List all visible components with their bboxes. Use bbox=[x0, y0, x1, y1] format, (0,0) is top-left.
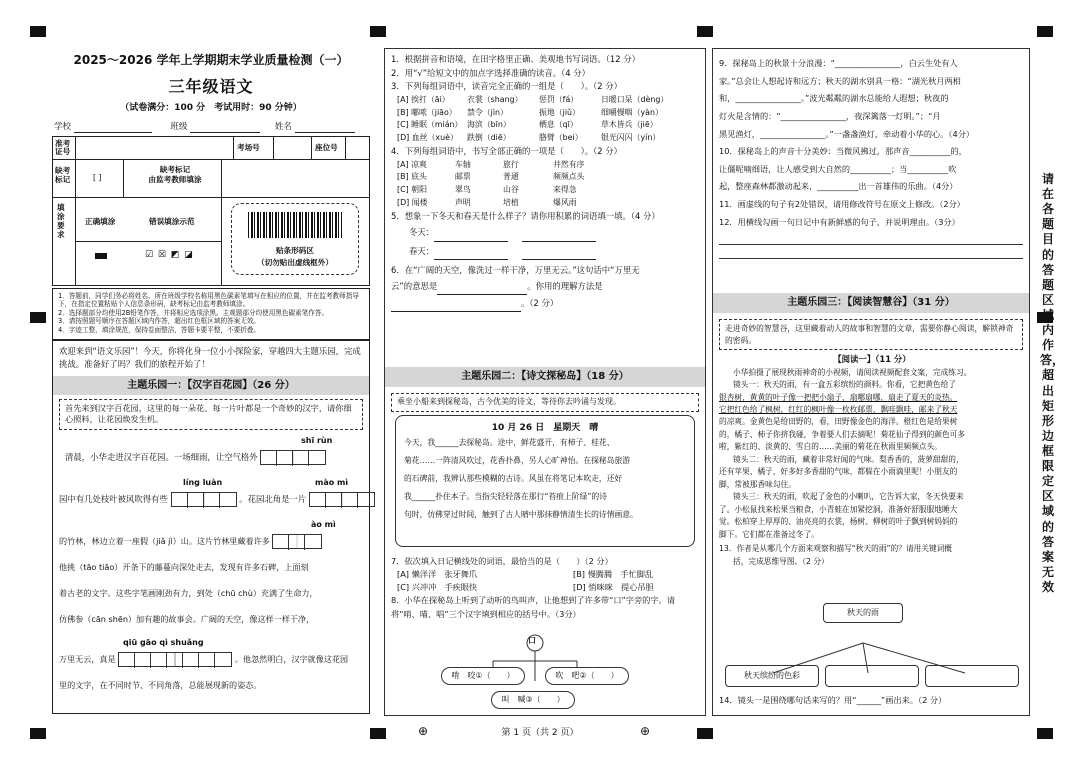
question-5: 5．想象一下冬天和春天是什么样子？请你用积累的词语填一填。（4 分） bbox=[391, 210, 660, 221]
question-4-options bbox=[391, 159, 699, 210]
option-row[interactable]: [A] 懒洋洋 张牙舞爪 [B] 慢腾腾 手忙脚乱 bbox=[397, 569, 654, 580]
school-field[interactable] bbox=[74, 123, 152, 133]
exam-meta: （试卷满分：100 分 考试用时：90 分钟） bbox=[120, 103, 302, 113]
theme2-intro: 乘坐小船来到探秘岛，古今优美的诗文，等待你去吟诵与发现。 bbox=[391, 393, 699, 412]
wrong-fill-label: 错误填涂示范 bbox=[149, 217, 195, 226]
question-6-text: 6．在“广阔的天空，像洗过一样干净，万里无云。”这句话中“万里无 bbox=[391, 265, 640, 276]
diary-line: 菊花……一阵清风吹过，花香扑鼻，另人心旷神怡。在探秘岛旅游 bbox=[404, 456, 631, 466]
theme3-intro: 走进奇妙的智慧谷，这里藏着动人的故事和智慧的文章，需要你静心阅读，解锁神奇的密码。 bbox=[719, 319, 1023, 350]
theme1-answer-box bbox=[52, 340, 370, 714]
question-11: 11．画虚线的句子有2处错误，请用修改符号在原文上修改。（2分） bbox=[719, 199, 965, 209]
question-1: 1．根据拼音和语境，在田字格里正确、美观地书写词语。（12 分） bbox=[391, 54, 640, 64]
absent-note: 缺考标记 由监考教师填涂 bbox=[148, 165, 202, 185]
diary-line: 今天，我______去探秘岛。途中，鲜花盛开，有柿子、桂花、 bbox=[404, 438, 615, 448]
winter-label: 冬天： bbox=[409, 227, 435, 238]
tianzige-grid[interactable] bbox=[118, 652, 232, 667]
option-row[interactable]: [C] 睡眠（mián） 海滨（bīn） 栖息（qī） 草木皆兵（jiē） bbox=[397, 120, 658, 130]
reading-line: 了。小松鼠找来松果当粮食，小青蛙在加紧挖洞，准备好舒服服地睡大 bbox=[719, 504, 958, 514]
registration-mark bbox=[1037, 26, 1053, 37]
mind-map-root: 秋天的雨 bbox=[823, 603, 903, 623]
question-6-text: 云”的意思是 bbox=[391, 281, 438, 291]
question-12: 12．用横线勾画一句日记中有新鲜感的句子，并说明理由。（3分） bbox=[719, 216, 960, 227]
instructions bbox=[52, 288, 370, 340]
pinyin-label: ào mì bbox=[311, 519, 336, 529]
side-warning: 请在各题目的答题区域内作答，超出矩形边框限定区域的答案无效 bbox=[1040, 172, 1065, 594]
question-6 bbox=[391, 264, 699, 311]
option-row[interactable]: [D] 血丝（xuè） 跌倒（diē） 胳臂（bei） 银光闪闪（yín） bbox=[397, 133, 661, 143]
passage-text: 万里无云，真是 bbox=[59, 653, 116, 664]
mind-map-leaf-1: 秋天缤纷的色彩 bbox=[725, 665, 819, 687]
barcode-graphic bbox=[248, 212, 342, 238]
question-9-line: 家。”总会让人想起诗和远方；秋天的湖水别具一格：“湖光秋月两相 bbox=[719, 75, 961, 86]
seat-label: 座位号 bbox=[315, 143, 338, 152]
reading-line: 镜头一：秋天的雨，有一盒五彩缤纷的颜料。你看，它把黄色给了 bbox=[733, 380, 956, 390]
reading-line: 脚下。它们都在准备过冬了。 bbox=[719, 529, 819, 539]
passage-line: 他挑（tāo tiāo）开条下的藤蔓向深处走去，发现有许多石碑，上面刻 bbox=[59, 561, 309, 572]
pinyin-label: shī rùn bbox=[301, 435, 333, 445]
passage-line: 着古老的文字。这些字笔画刚劲有力，到处（chū chù）充满了生命力， bbox=[59, 587, 318, 598]
passage-text: 。他忽然明白，汉字就像这花园 bbox=[234, 653, 349, 664]
theme1-passage bbox=[53, 434, 369, 724]
winter-blank-2[interactable] bbox=[522, 232, 596, 242]
class-field[interactable] bbox=[190, 123, 260, 133]
passage-line bbox=[65, 450, 326, 465]
tianzige-grid[interactable] bbox=[309, 492, 375, 507]
absent-label: 缺考标记 bbox=[55, 166, 71, 184]
option-row[interactable]: [D] 闻楼 声明 培植 爆风雨 bbox=[397, 198, 577, 208]
question-14: 14．镜头一是围绕哪句话来写的？用“______”画出来。（2 分） bbox=[719, 695, 947, 705]
answer-sheet-column-2 bbox=[384, 48, 706, 716]
questions-7-8 bbox=[391, 555, 701, 621]
barcode-label: 贴条形码区 bbox=[276, 246, 314, 255]
pinyin-label: líng luàn bbox=[183, 477, 223, 487]
option-row[interactable]: [A] 凉爽 车轴 旅行 井然有序 bbox=[397, 159, 585, 169]
diary-line: 我______扑住本子。当指尖轻轻落在那行“苔痕上阶绿”的诗 bbox=[404, 491, 607, 501]
name-field[interactable] bbox=[295, 123, 355, 133]
radical-group-b[interactable]: 吹 吧②（ ） bbox=[545, 667, 629, 685]
ticket-label: 准考证号 bbox=[55, 139, 71, 157]
question-4: 4．下列每组词语中，书写全部正确的一项是（ ）。（2 分） bbox=[391, 146, 623, 157]
reading-line: 啦，紫红的、淡黄的、雪白的……美丽的菊花在秋雨里频频点头。 bbox=[719, 442, 942, 452]
tianzige-grid[interactable] bbox=[260, 450, 326, 465]
registration-mark bbox=[30, 26, 46, 37]
question-13: 括，完成思维导图。（2 分） bbox=[733, 556, 829, 566]
question-6-text: 。你用的理解方法是 bbox=[527, 281, 603, 291]
school-label: 学校 bbox=[54, 122, 72, 132]
option-row[interactable]: [A] 挨打（āi） 衣裳（shang） 惩罚（fá） 日暖口呆（dèng） bbox=[397, 94, 669, 104]
reading-line: 银杏树，黄黄的叶子像一把把小扇子，扇哪扇哪，扇走了夏天的炎热。 bbox=[719, 392, 958, 402]
mind-map-leaf-3[interactable] bbox=[925, 665, 1019, 687]
question-6-text: 。（2 分） bbox=[521, 297, 559, 308]
theme1-intro: 首先来到汉字百花园，这里的每一朵花、每一片叶都是一个奇妙的汉字，请你细心照料，让花园焕发生机。 bbox=[59, 399, 363, 429]
instruction-item: 4．字迹工整，填涂规范，保持卷面整洁，答题卡要平整，不要折叠。 bbox=[58, 325, 261, 334]
welcome-text: 欢迎来到“语文乐园”！今天，你将化身一位小小探险家，穿越四大主题乐园，完成挑战。准备好了吗？我们的旅程开始了！ bbox=[59, 346, 361, 370]
question-2: 2．用“√”给短文中的加点字选择准确的读音。（4 分） bbox=[391, 67, 591, 78]
reading-line: 脚，常被那香味勾住。 bbox=[719, 479, 796, 489]
reading-line: 还有苹果、橘子，好多好多香甜的气味，都躲在小雨滴里呢！小朋友的 bbox=[719, 467, 958, 477]
mind-map-leaf-2[interactable] bbox=[825, 665, 919, 687]
subject-title: 三年级语文 bbox=[168, 77, 254, 96]
option-row[interactable]: [B] 嘟哝（jiāo） 禁令（jìn） 振地（jiǔ） 细嚼慢咽（yàn） bbox=[397, 107, 663, 117]
diary-line: 的石碑前，我辨认那些模糊的古诗。风虽在将笔记本吹走，还好 bbox=[404, 473, 623, 483]
question-8: 8．小华在探秘岛上听到了动听的鸟叫声，让他想到了许多带“口”字旁的字。请将“哨、喵、唱”三个汉字填到相应的括号中。（3分） bbox=[391, 595, 675, 619]
reading-title: 【阅读一】（11 分） bbox=[833, 354, 911, 364]
q6-method-blank[interactable] bbox=[391, 302, 521, 312]
registration-mark bbox=[697, 26, 713, 37]
option-row[interactable]: [B] 底头 邮票 普通 频频点头 bbox=[397, 172, 585, 182]
reading-line: 觉。松柏穿上厚厚的、油亮亮的衣裳，杨树、柳树的叶子飘到树妈妈的 bbox=[719, 517, 958, 527]
question-9-line: 9．探秘岛上的秋景十分浪漫：“________________，白云生处有人 bbox=[719, 58, 958, 68]
question-5-answers bbox=[391, 223, 699, 260]
passage-line bbox=[59, 534, 322, 549]
passage-line: 仿佛参（cān shēn）加有趣的故事会。广阔的天空，像这样一样干净， bbox=[59, 613, 315, 624]
spring-label: 春天： bbox=[409, 245, 435, 256]
q6-meaning-blank[interactable] bbox=[437, 285, 527, 295]
theme2-title: 主题乐园二：【诗文探秘岛】（18 分） bbox=[385, 367, 705, 387]
crosshair-mark: ⊕ bbox=[418, 724, 429, 738]
diary-heading: 10 月 26 日 星期天 晴 bbox=[491, 423, 599, 433]
tianzige-grid[interactable] bbox=[272, 534, 322, 549]
answer-sheet-column-3 bbox=[712, 48, 1030, 716]
question-10-line: 让僵呢喃细语，让人感受到大自然的__________；当__________吹 bbox=[719, 163, 957, 174]
candidate-info-box bbox=[52, 136, 370, 286]
questions-9-12 bbox=[713, 49, 1029, 265]
passage-text: 的竹林，林边立着一座假（jiǎ jì）山。这片竹林里藏着许多 bbox=[59, 535, 270, 546]
registration-mark bbox=[30, 312, 46, 323]
passage-line: 里的文字，在不同时节、不同角落，总能展现新的姿态。 bbox=[59, 679, 262, 690]
question-9-line: 黑见渔灯，________________。”一盏盏渔灯，牵动着小华的心。（4分） bbox=[719, 128, 975, 139]
pinyin-label: mào mì bbox=[315, 477, 349, 487]
spring-blank-1[interactable] bbox=[434, 250, 508, 260]
passage-text: 清晨，小华走进汉字百花园。一场细雨，让空气格外 bbox=[65, 451, 258, 462]
diary-line: 句时，仿佛穿过时间，触到了古人晴中那抹静情清生长的诗情画意。 bbox=[404, 509, 638, 519]
name-label: 姓名 bbox=[274, 122, 292, 132]
correct-fill-label: 正确填涂 bbox=[85, 217, 116, 226]
fill-label: 填涂要求 bbox=[57, 203, 65, 240]
reading-intro: 小华拍摄了展现秋雨神奇的小视频，请阅读视频配套文案，完成练习。 bbox=[733, 367, 972, 377]
instruction-item: 3．请按照题号顺序在答题区域内作答，超出红色框区域的答案无效。 bbox=[58, 317, 261, 326]
instruction-item: 2．选择题部分均使用2B铅笔作答，并将相应选项涂黑。主观题部分均使用黑色碳素笔作答。 bbox=[58, 308, 329, 317]
theme1-title: 主题乐园一：【汉字百花园】（26 分） bbox=[53, 376, 369, 396]
reading-line: 它把红色给了枫树，红红的枫叶像一枚枚邮票，飘哇飘哇，邮来了秋天 bbox=[719, 405, 958, 415]
winter-blank-1[interactable] bbox=[434, 232, 508, 242]
reading-line: 的，橘子、柿子你挤我碰，争着要人们去摘呢！菊花仙子得到的颜色可多 bbox=[719, 429, 966, 439]
question-7: 7．依次填入日记横线处的词语，最恰当的是（ ）（2 分） bbox=[391, 556, 613, 566]
answer-line[interactable] bbox=[719, 231, 1023, 245]
registration-mark bbox=[370, 26, 386, 37]
radical-center: 口 bbox=[528, 636, 536, 645]
student-info-row bbox=[54, 122, 370, 133]
question-10-line: 起，整座森林都激动起来，__________出一首雄伟的乐曲。（4分） bbox=[719, 181, 958, 192]
question-9-line: 和，________________。”波光粼粼的湖水总能给人遐想；秋夜的 bbox=[719, 93, 949, 104]
radical-group-a[interactable]: 啃 咬①（ ） bbox=[441, 667, 525, 685]
barcode-note: （切勿贴出虚线框外） bbox=[257, 258, 333, 267]
passage-line bbox=[59, 652, 348, 667]
page-footer: 第 1 页（共 2 页） bbox=[501, 728, 579, 738]
question-3: 3．下列每组词语中，读音完全正确的一组是（ ）。（2 分） bbox=[391, 81, 623, 92]
absent-checkbox[interactable]: [ ] bbox=[93, 173, 102, 182]
reading-passage bbox=[719, 353, 1025, 568]
passage-text: 园中有几处枝叶被风吹得有些 bbox=[59, 493, 168, 504]
pinyin-label: qiū gāo qì shuǎng bbox=[123, 637, 204, 647]
question-10-line: 10．探秘岛上的声音十分美妙：当微风拂过，那声音__________的， bbox=[719, 146, 967, 157]
question-3-options bbox=[391, 94, 699, 145]
correct-fill-sample bbox=[95, 253, 107, 259]
spring-blank-2[interactable] bbox=[522, 250, 596, 260]
room-label: 考场号 bbox=[237, 143, 260, 152]
reading-line: 镜头三：秋天的雨，吹起了金色的小喇叭，它告诉大家，冬天快要来 bbox=[733, 492, 964, 502]
exam-title: 2025～2026 学年上学期期末学业质量检测（一） bbox=[73, 53, 349, 67]
crosshair-mark: ⊕ bbox=[640, 724, 651, 738]
diary-box bbox=[395, 415, 695, 547]
passage-line bbox=[59, 492, 375, 507]
question-13: 13．作者是从哪几个方面来观察和描写“秋天的雨”的？请用关键词概 bbox=[719, 544, 952, 554]
question-9-line: 灯火是含情的：“________________，夜深篱落一灯明。”；“月 bbox=[719, 110, 941, 121]
passage-text: 。花园北角是一片 bbox=[239, 493, 307, 504]
answer-sheet-column-1 bbox=[52, 48, 370, 716]
barcode-area bbox=[231, 203, 359, 275]
diary-text bbox=[396, 434, 694, 524]
radical-group-c[interactable]: 叫 喊③（ ） bbox=[491, 691, 575, 709]
wrong-fill-samples: ☑ ☒ ◩ ◪ bbox=[145, 250, 194, 260]
option-row[interactable]: [C] 兴冲冲 手疾眼快 [D] 悄咪咪 提心吊胆 bbox=[397, 582, 654, 593]
tianzige-grid[interactable] bbox=[171, 492, 237, 507]
theme3-title: 主题乐园三：【阅读智慧谷】（31 分） bbox=[713, 293, 1029, 313]
reading-line: 的凉爽。金黄色是给田野的，看，田野像金色的海洋。橙红色是给果树 bbox=[719, 417, 958, 427]
answer-line[interactable] bbox=[719, 245, 1023, 259]
reading-line: 镜头二：秋天的雨，藏着非常好闻的气味。梨香香的，菠萝甜甜的， bbox=[733, 454, 964, 464]
class-label: 班级 bbox=[170, 122, 188, 132]
instruction-item: 1．答题前，同学们务必将姓名、所在班级学校名称用黑色碳素笔填写在相应的位置，并在监考教师指导下，在指定位置粘贴个人信息条形码，缺考标记由监考教师填涂。 bbox=[58, 292, 359, 309]
option-row[interactable]: [C] 朝阳 翠鸟 山谷 来得急 bbox=[397, 185, 577, 195]
